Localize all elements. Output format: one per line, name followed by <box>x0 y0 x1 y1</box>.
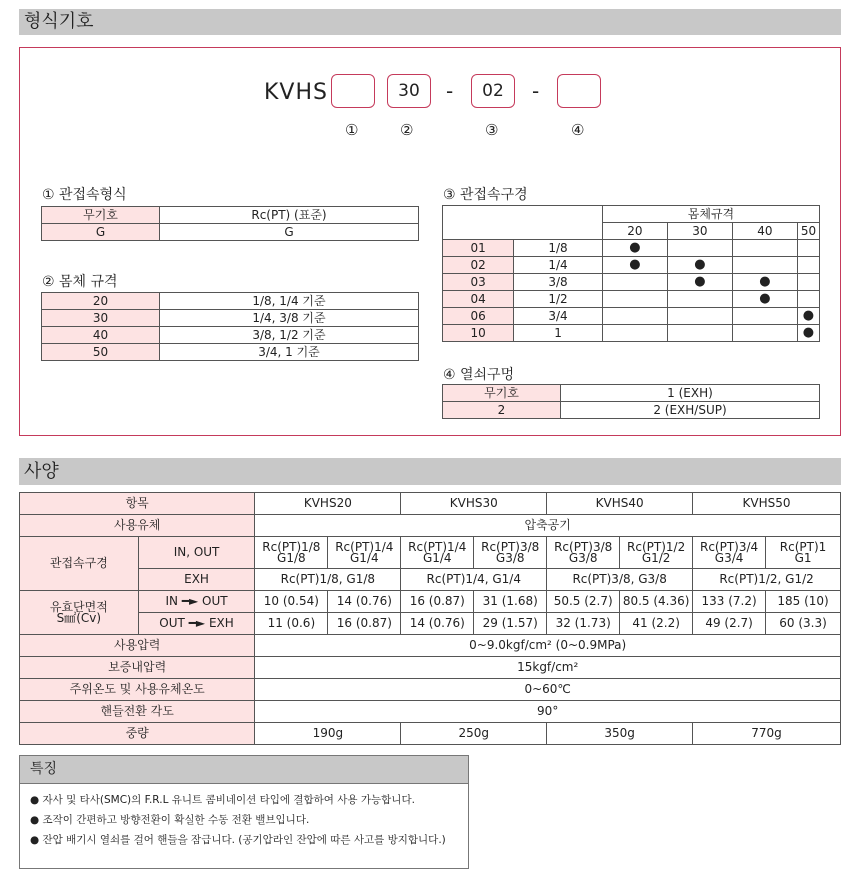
table-cell: 49 (2.7) <box>693 613 766 635</box>
table-row <box>42 224 419 241</box>
table-cell: 14 (0.76) <box>401 613 474 635</box>
table-corner-cell <box>443 206 603 240</box>
table-cell: Rc(PT)3/4 G3/4 <box>693 537 766 569</box>
available-dot: ● <box>602 240 667 257</box>
available-dot: ● <box>797 308 819 325</box>
table-cell: Rc(PT)1/2 G1/2 <box>620 537 693 569</box>
table-cell: 핸들전환 각도 <box>20 701 255 723</box>
port-type-title: ① 관접속형식 <box>42 187 127 203</box>
spec-table <box>19 492 841 745</box>
table-row <box>20 569 841 591</box>
table-cell: 1/8, 1/4 기준 <box>160 293 419 310</box>
table-cell: 15kgf/cm² <box>255 657 841 679</box>
available-dot: ● <box>732 274 797 291</box>
table-cell: 1 (EXH) <box>561 385 820 402</box>
table-cell: 50 <box>42 344 160 361</box>
table-row <box>443 291 820 308</box>
table-cell: Rc(PT)1/8, G1/8 <box>255 569 401 591</box>
table-cell: KVHS20 <box>255 493 401 515</box>
table-cell: 중량 <box>20 723 255 745</box>
table-row <box>443 274 820 291</box>
port-size-cell: 1/8 <box>514 240 603 257</box>
table-cell <box>602 291 667 308</box>
exhaust-title: ④ 열쇠구멍 <box>443 367 515 383</box>
model-slot-1 <box>331 74 375 108</box>
table-cell: 190g <box>255 723 401 745</box>
list-item: ● 조작이 간편하고 방향전환이 확실한 수동 전환 밸브입니다. <box>30 814 310 826</box>
table-cell: 40 <box>732 223 797 240</box>
table-cell <box>602 308 667 325</box>
port-code-cell: 01 <box>443 240 514 257</box>
table-cell <box>667 240 732 257</box>
table-cell <box>667 308 732 325</box>
available-dot: ● <box>667 274 732 291</box>
model-slot-4 <box>557 74 601 108</box>
table-cell: 압축공기 <box>255 515 841 537</box>
table-cell <box>732 308 797 325</box>
port-code-cell: 10 <box>443 325 514 342</box>
model-prefix: KVHS <box>264 80 328 105</box>
table-row <box>20 679 841 701</box>
table-cell: 사용압력 <box>20 635 255 657</box>
port-size-table <box>442 205 820 342</box>
table-cell: 50.5 (2.7) <box>547 591 620 613</box>
table-cell: 40 <box>42 327 160 344</box>
table-row <box>42 207 419 224</box>
table-row <box>443 325 820 342</box>
table-cell: 31 (1.68) <box>474 591 547 613</box>
model-label-2: ② <box>400 121 414 139</box>
table-cell: Rc(PT)1/4 G1/4 <box>401 537 474 569</box>
table-cell: 항목 <box>20 493 255 515</box>
available-dot: ● <box>602 257 667 274</box>
table-cell <box>797 291 819 308</box>
model-dash-2: - <box>532 79 540 103</box>
table-cell: 41 (2.2) <box>620 613 693 635</box>
table-cell: 11 (0.6) <box>255 613 328 635</box>
table-cell: 14 (0.76) <box>328 591 401 613</box>
table-cell: 32 (1.73) <box>547 613 620 635</box>
table-row <box>42 293 419 310</box>
table-cell: Rc(PT)3/8, G3/8 <box>547 569 693 591</box>
port-code-cell: 03 <box>443 274 514 291</box>
table-cell <box>602 325 667 342</box>
table-row <box>20 701 841 723</box>
table-row <box>42 310 419 327</box>
model-label-1: ① <box>345 121 359 139</box>
table-cell: G <box>160 224 419 241</box>
table-cell: 50 <box>797 223 819 240</box>
port-code-cell: 02 <box>443 257 514 274</box>
table-row <box>443 308 820 325</box>
table-cell: Rc(PT)1/8 G1/8 <box>255 537 328 569</box>
list-item: ● 잔압 배기시 열쇠를 걸어 핸들을 잠급니다. (공기압라인 잔압에 따른 사고를 방지합니다.) <box>30 834 446 846</box>
available-dot: ● <box>797 325 819 342</box>
table-cell <box>732 257 797 274</box>
table-cell: 보증내압력 <box>20 657 255 679</box>
table-cell <box>667 325 732 342</box>
section-title-model-code: 형식기호 <box>19 9 841 35</box>
table-cell: IN ━► OUT <box>138 591 255 613</box>
table-cell: 2 <box>443 402 561 419</box>
table-cell: 몸체규격 <box>602 206 819 223</box>
port-code-cell: 06 <box>443 308 514 325</box>
table-cell: Rc(PT)3/8 G3/8 <box>547 537 620 569</box>
table-cell: IN, OUT <box>138 537 255 569</box>
table-cell: 20 <box>42 293 160 310</box>
available-dot: ● <box>667 257 732 274</box>
table-cell: 주위온도 및 사용유체온도 <box>20 679 255 701</box>
features-panel <box>19 755 469 869</box>
table-cell: 0~9.0kgf/cm² (0~0.9MPa) <box>255 635 841 657</box>
port-size-title: ③ 관접속구경 <box>443 187 528 203</box>
table-cell: 30 <box>667 223 732 240</box>
table-cell: Rc(PT)1/4 G1/4 <box>328 537 401 569</box>
port-code-cell: 04 <box>443 291 514 308</box>
table-cell <box>667 291 732 308</box>
table-cell <box>797 274 819 291</box>
table-cell: 350g <box>547 723 693 745</box>
table-cell <box>602 274 667 291</box>
port-size-cell: 1 <box>514 325 603 342</box>
table-row <box>443 240 820 257</box>
table-cell: 29 (1.57) <box>474 613 547 635</box>
features-list <box>20 784 468 850</box>
table-cell: KVHS40 <box>547 493 693 515</box>
model-label-3: ③ <box>485 121 499 139</box>
table-row <box>20 493 841 515</box>
table-row <box>443 402 820 419</box>
table-cell: KVHS30 <box>401 493 547 515</box>
table-cell: Rc(PT) (표준) <box>160 207 419 224</box>
table-cell: 관접속구경 <box>20 537 139 591</box>
port-size-cell: 3/8 <box>514 274 603 291</box>
section-title-specs: 사양 <box>19 458 841 485</box>
table-cell: 0~60℃ <box>255 679 841 701</box>
table-cell: 770g <box>693 723 841 745</box>
table-cell: 16 (0.87) <box>401 591 474 613</box>
table-cell <box>797 240 819 257</box>
table-cell: 사용유체 <box>20 515 255 537</box>
table-cell: 16 (0.87) <box>328 613 401 635</box>
table-row <box>20 537 841 569</box>
table-cell: Rc(PT)1 G1 <box>766 537 841 569</box>
table-row <box>20 723 841 745</box>
table-row <box>443 206 820 223</box>
table-cell: 60 (3.3) <box>766 613 841 635</box>
port-size-cell: 1/4 <box>514 257 603 274</box>
available-dot: ● <box>732 291 797 308</box>
model-dash-1: - <box>446 79 454 103</box>
table-cell: 185 (10) <box>766 591 841 613</box>
port-type-table <box>41 206 419 241</box>
table-cell: 3/4, 1 기준 <box>160 344 419 361</box>
table-cell: 30 <box>42 310 160 327</box>
port-size-cell: 3/4 <box>514 308 603 325</box>
list-item: ● 자사 및 타사(SMC)의 F.R.L 유니트 콤비네이션 타입에 결합하여 사용 가능합니다. <box>30 794 415 806</box>
table-row <box>20 515 841 537</box>
table-row <box>20 591 841 613</box>
exhaust-table <box>442 384 820 419</box>
table-cell: Rc(PT)1/2, G1/2 <box>693 569 841 591</box>
table-cell: 250g <box>401 723 547 745</box>
table-cell: 1/4, 3/8 기준 <box>160 310 419 327</box>
table-cell: 20 <box>602 223 667 240</box>
table-cell: 133 (7.2) <box>693 591 766 613</box>
table-cell: 90° <box>255 701 841 723</box>
table-row <box>20 613 841 635</box>
table-row <box>20 635 841 657</box>
table-cell <box>732 325 797 342</box>
model-label-4: ④ <box>571 121 585 139</box>
table-cell: 3/8, 1/2 기준 <box>160 327 419 344</box>
table-cell: KVHS50 <box>693 493 841 515</box>
table-cell: 무기호 <box>42 207 160 224</box>
table-cell: Rc(PT)3/8 G3/8 <box>474 537 547 569</box>
body-size-table <box>41 292 419 361</box>
body-size-title: ② 몸체 규격 <box>42 274 118 290</box>
port-size-cell: 1/2 <box>514 291 603 308</box>
table-cell: Rc(PT)1/4, G1/4 <box>401 569 547 591</box>
table-cell: 10 (0.54) <box>255 591 328 613</box>
features-title: 특징 <box>20 756 468 784</box>
table-cell: OUT ━► EXH <box>138 613 255 635</box>
table-cell <box>797 257 819 274</box>
table-row <box>443 257 820 274</box>
table-cell: EXH <box>138 569 255 591</box>
table-cell: G <box>42 224 160 241</box>
model-slot-2: 30 <box>387 74 431 108</box>
table-cell: 무기호 <box>443 385 561 402</box>
table-cell: 80.5 (4.36) <box>620 591 693 613</box>
table-row <box>20 657 841 679</box>
table-row <box>443 385 820 402</box>
table-row <box>42 344 419 361</box>
table-cell: 유효단면적 S㎟(Cv) <box>20 591 139 635</box>
table-cell: 2 (EXH/SUP) <box>561 402 820 419</box>
table-row <box>42 327 419 344</box>
table-cell <box>732 240 797 257</box>
model-slot-3: 02 <box>471 74 515 108</box>
